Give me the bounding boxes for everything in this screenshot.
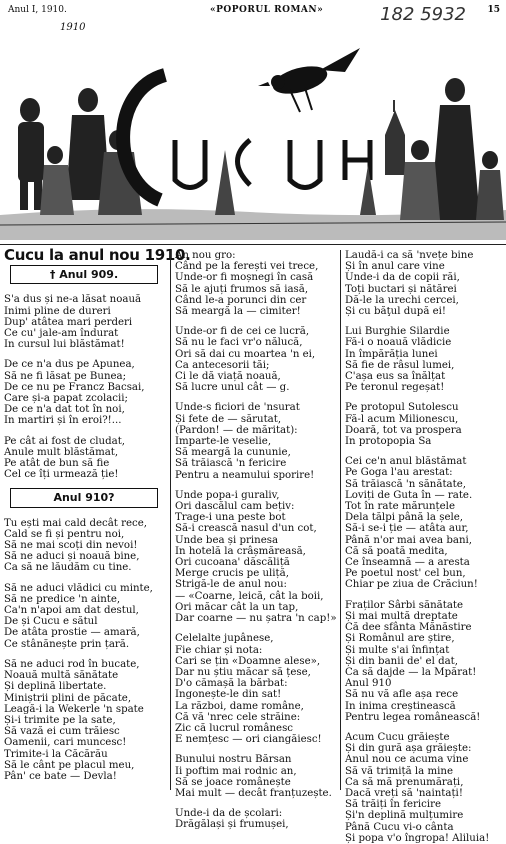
page-number: 15 (487, 5, 500, 15)
verse-line: Ce cu' jale-am îndurat (4, 328, 119, 340)
verse-line: Și din banii de' el dat, (345, 655, 459, 667)
verse-line: Pe cât ai fost de cludat, (4, 435, 126, 447)
verse-line: La război, dame române, (175, 700, 304, 712)
peasant-figures-right (400, 78, 504, 220)
stanza (175, 808, 335, 830)
verse-line: Și deplină libertate. (4, 681, 107, 693)
verse-line: Să trăiască 'n fericire (175, 458, 287, 470)
verse-line: Să ne predice 'n ainte, (4, 593, 121, 605)
verse-line: De și Cucu e sătul (4, 616, 98, 628)
verse-line: Să nu le faci vr'o nălucă, (175, 337, 303, 349)
verse-line: Acum Cucu grăiește (345, 731, 450, 743)
verse-line: Ca să dajde — la Mpărat! (345, 666, 477, 678)
verse-line: (Pardon! — de măritat): (175, 424, 298, 436)
stanza (345, 600, 506, 723)
verse-line: Oamenii, cari muncesc! (4, 737, 127, 749)
verse-line: Să meargă la — cimiter! (175, 306, 301, 318)
verse-line: De atâta prostie — amară, (4, 627, 140, 639)
verse-line: Și cu băţul după ei! (345, 306, 447, 318)
column-3 (340, 250, 506, 844)
verse-line: D'o cămașă la bărbat: (175, 678, 288, 690)
verse-line: Anule mult blăstămat, (4, 446, 119, 458)
verse-line: Când le-a porunci din cer (175, 294, 307, 306)
verse-line: Să trăiți în fericire (345, 799, 442, 811)
verse-line: Că vă 'nrec cele străine: (175, 711, 301, 723)
stanza (175, 402, 335, 480)
verse-line: Ori cucoana' dăscăliță (175, 557, 290, 569)
verse-line: Toți buctari și nătărei (345, 283, 457, 295)
verse-line: Când pe la ferești vei trece, (175, 261, 319, 273)
verse-line: Și popa v'o îngropa! Aliluia! (345, 832, 490, 844)
verse-line: Să meargă la cununie, (175, 447, 291, 459)
verse-line: Pentru legea românească! (345, 711, 481, 723)
verse-line: In cursul lui blăstămat! (4, 339, 125, 351)
verse-line: In martiri și în eroi?!... (4, 415, 122, 427)
verse-line: Să ne aduci rod în bucate, (4, 658, 140, 670)
verse-line: Chiar pe ziua de Crăciun! (345, 579, 478, 591)
verse-line: Și fete de — sărutat, (175, 413, 282, 425)
stanza (4, 436, 164, 481)
verse-line: Pân' ce bate — Devla! (4, 770, 117, 782)
verse-line: Să vă trimiță la mine (345, 765, 453, 777)
verse-line: Să ne fi lăsat pe Bunea; (4, 370, 127, 382)
verse-line: Cari se țin «Doamne alese», (175, 655, 321, 667)
verse-line: Ci le dă viață noauă, (175, 371, 281, 383)
verse-line: Dă-le la urechi cercei, (345, 294, 459, 306)
section-box-anul-909: † Anul 909. (10, 265, 158, 284)
verse-line: In protopopia Sa (345, 436, 432, 448)
village-church (385, 100, 405, 175)
verse-line: Și Românul are știre, (345, 633, 455, 645)
cuckoo-bird (258, 48, 360, 112)
stanza (345, 402, 506, 447)
verse-line: Ca să ne lăudăm cu tine. (4, 562, 132, 574)
verse-line: Și-i trimite pe la sate, (4, 714, 116, 726)
verse-line: Unde-i da de școlari: (175, 808, 283, 820)
verse-line: Tu ești mai cald decât rece, (4, 517, 148, 529)
handwritten-year: 1910 (60, 22, 86, 33)
verse-line: Să lucre unul cât — g. (175, 382, 290, 394)
stanza (175, 250, 335, 317)
stanza (345, 456, 506, 590)
verse-line: De ce n'a dat tot în noi, (4, 404, 125, 416)
verse-line: Fă-l acum Milionescu, (345, 413, 459, 425)
newspaper-name: «POPORUL ROMAN» (210, 5, 324, 15)
verse-line: Loviți de Guta în — rate. (345, 489, 473, 501)
verse-line: Să-i crească nasul d'un cot, (175, 523, 317, 535)
verse-line: Noauă multă sănătate (4, 670, 119, 682)
verse-line: Doară, tot va prospera (345, 424, 462, 436)
verse-line: Până Cucu vi-o cânta (345, 821, 454, 833)
verse-line: In inima creștinească (345, 700, 456, 712)
verse-line: Dar nu știu măcar să țese, (175, 666, 311, 678)
verse-line: Să se joace românește (175, 776, 291, 788)
verse-line: Ingonește-le din sat! (175, 689, 282, 701)
verse-line: Că dee sfânta Mănăstire (345, 622, 472, 634)
cucu-illustration-banner (0, 30, 506, 240)
verse-line: Ca să mă prenumărați, (345, 776, 464, 788)
verse-line: Pentru a neamului sporire! (175, 469, 315, 481)
verse-line: Inimi pline de dureri (4, 305, 111, 317)
stanza (4, 359, 164, 426)
verse-line: Pe Goga l'au arestat: (345, 467, 453, 479)
verse-line: Unde popa-i guraliv, (175, 489, 280, 501)
section-box-anul-910: Anul 910? (10, 488, 158, 507)
verse-line: Să vază ei cum trăiesc (4, 726, 120, 738)
verse-line: Unde-or fi moșnegi în casă (175, 272, 314, 284)
verse-line: Ori dascălul cam bețiv: (175, 501, 295, 513)
verse-line: Să ne aduci și noauă bine, (4, 551, 140, 563)
verse-line: Cei ce'n anul blăstămat (345, 456, 467, 468)
verse-line: Trage-i una peste bot (175, 512, 286, 524)
column-1 (4, 246, 191, 782)
verse-line: Fie chiar și nota: (175, 644, 263, 656)
verse-line: De ce nu pe Francz Bacsai, (4, 381, 145, 393)
poem-title: Cucu la anul nou 1910. (4, 246, 191, 264)
verse-line: Și'n deplină mulțumire (345, 810, 464, 822)
verse-line: — «Coarne, leică, cât la boii, (175, 590, 324, 602)
verse-line: Dacă vreți să 'naintați! (345, 787, 463, 799)
verse-line: Să trăiască 'n sănătate, (345, 478, 466, 490)
verse-line: Până n'or mai avea bani, (345, 534, 472, 546)
verse-line: Unde-s ficiori de 'nsurat (175, 402, 300, 414)
verse-line: Că să poată medita, (345, 545, 448, 557)
verse-line: Dar coarne — nu șatra 'n cap!» (175, 613, 337, 625)
verse-line: An nou gro: (175, 250, 236, 261)
verse-line: Unde bea și prinesa (175, 534, 279, 546)
verse-line: Ca'n n'apoi am dat destul, (4, 605, 139, 617)
verse-line: Cald se fi și pentru noi, (4, 528, 125, 540)
verse-line: S'a dus și ne-a lăsat noauă (4, 294, 142, 306)
stanza (175, 633, 335, 745)
verse-line: In hotelă la crâșmăreasă, (175, 545, 306, 557)
verse-line: Care și-a papat zcolacii; (4, 393, 128, 405)
stanza (345, 326, 506, 393)
verse-line: Anul 910 (345, 678, 392, 690)
verse-line: Dup' atâtea mari perderi (4, 316, 133, 328)
verse-line: Ori să dai cu moartea 'n ei, (175, 348, 316, 360)
verse-line: Și multe s'ai înfințat (345, 644, 450, 656)
verse-line: Să fie de râsul lumei, (345, 359, 455, 371)
verse-line: Să le ajuți frumos să iasă, (175, 283, 309, 295)
verse-line: C'așa eus sa înălțat (345, 371, 446, 383)
verse-line: Unde-or fi de cei ce lucră, (175, 326, 310, 338)
verse-line: Ce stânănește prin țară. (4, 638, 130, 650)
verse-line: Să ne aduci vlădici cu minte, (4, 582, 153, 594)
verse-line: Miniștrii plini de păcate, (4, 692, 132, 704)
verse-line: Ca antecesorii tăi; (175, 359, 270, 371)
stanza (4, 294, 164, 350)
verse-line: Să ne mai scoți din nevoi! (4, 540, 138, 552)
verse-line: Zic că lucrul românesc (175, 722, 294, 734)
verse-line: In împărăția lunei (345, 348, 438, 360)
verse-line: Ii poftim mai rodnic an, (175, 765, 297, 777)
verse-line: Pe atât de bun să fie (4, 458, 110, 470)
handwritten-catalog-number: 182 5932 (380, 4, 466, 25)
title-letters (175, 140, 370, 188)
verse-line: Celelalte jupânese, (175, 633, 274, 645)
verse-line: Dela tălpi până la șele, (345, 512, 464, 524)
verse-line: Bunului nostru Bărsan (175, 754, 292, 766)
verse-line: Fă-i o noauă vlădicie (345, 337, 452, 349)
stanza (175, 490, 335, 624)
verse-line: Leagă-i la Wekerle 'n spate (4, 703, 144, 715)
verse-line: Și în anul care vine (345, 261, 445, 273)
verse-line: E nemțesc — ori ciangăiesc! (175, 734, 322, 746)
verse-line: Și din gură așa grăiește: (345, 743, 472, 755)
verse-line: Tot în rate mărunțele (345, 501, 455, 513)
verse-line: Ce înseamnă — a aresta (345, 557, 470, 569)
verse-line: Cel ce îți urmează ție! (4, 469, 119, 481)
page-header (0, 2, 506, 25)
verse-line: Pe protopul Sutolescu (345, 402, 459, 414)
verse-line: Anul nou ce acuma vine (345, 754, 469, 766)
banner-illustration (0, 30, 506, 240)
verse-line: Mai mult — decât franțuzește. (175, 787, 332, 799)
verse-line: Trimite-i la Căcărău (4, 748, 108, 760)
verse-line: Să-i se-i ție — atâta aur, (345, 523, 469, 535)
stanza (345, 250, 506, 317)
verse-line: Și mai multă dreptate (345, 610, 458, 622)
verse-line: Lui Burghie Silardie (345, 326, 450, 338)
verse-line: Ori măcar cât la un tap, (175, 601, 299, 613)
verse-line: Laudă-i ca să 'nvețe bine (345, 250, 474, 261)
verse-line: Să nu vă afle așa rece (345, 689, 459, 701)
column-2 (170, 250, 337, 831)
stanza (4, 659, 164, 782)
verse-line: De ce n'a dus pe Apunea, (4, 359, 135, 371)
verse-line: Pe teronul regeșat! (345, 382, 445, 394)
verse-line: Fraților Sârbi sănătate (345, 599, 464, 611)
verse-line: Pe poetul nost' cel bun, (345, 568, 466, 580)
stanza (175, 754, 335, 799)
stanza (4, 583, 164, 650)
verse-line: Drăgălași și frumușei, (175, 819, 289, 831)
stanza (345, 732, 506, 844)
section-divider (0, 244, 506, 245)
stanza (175, 326, 335, 393)
verse-line: Unde-i da de copii răi, (345, 272, 460, 284)
verse-line: Imparte-le veselie, (175, 436, 272, 448)
issue-label: Anul I, 1910. (8, 5, 67, 15)
verse-line: Merge crucis pe uliță, (175, 568, 289, 580)
verse-line: Strigă-le de anul nou: (175, 579, 287, 591)
stanza (4, 518, 164, 574)
verse-line: Să le cânt pe placul meu, (4, 759, 135, 771)
